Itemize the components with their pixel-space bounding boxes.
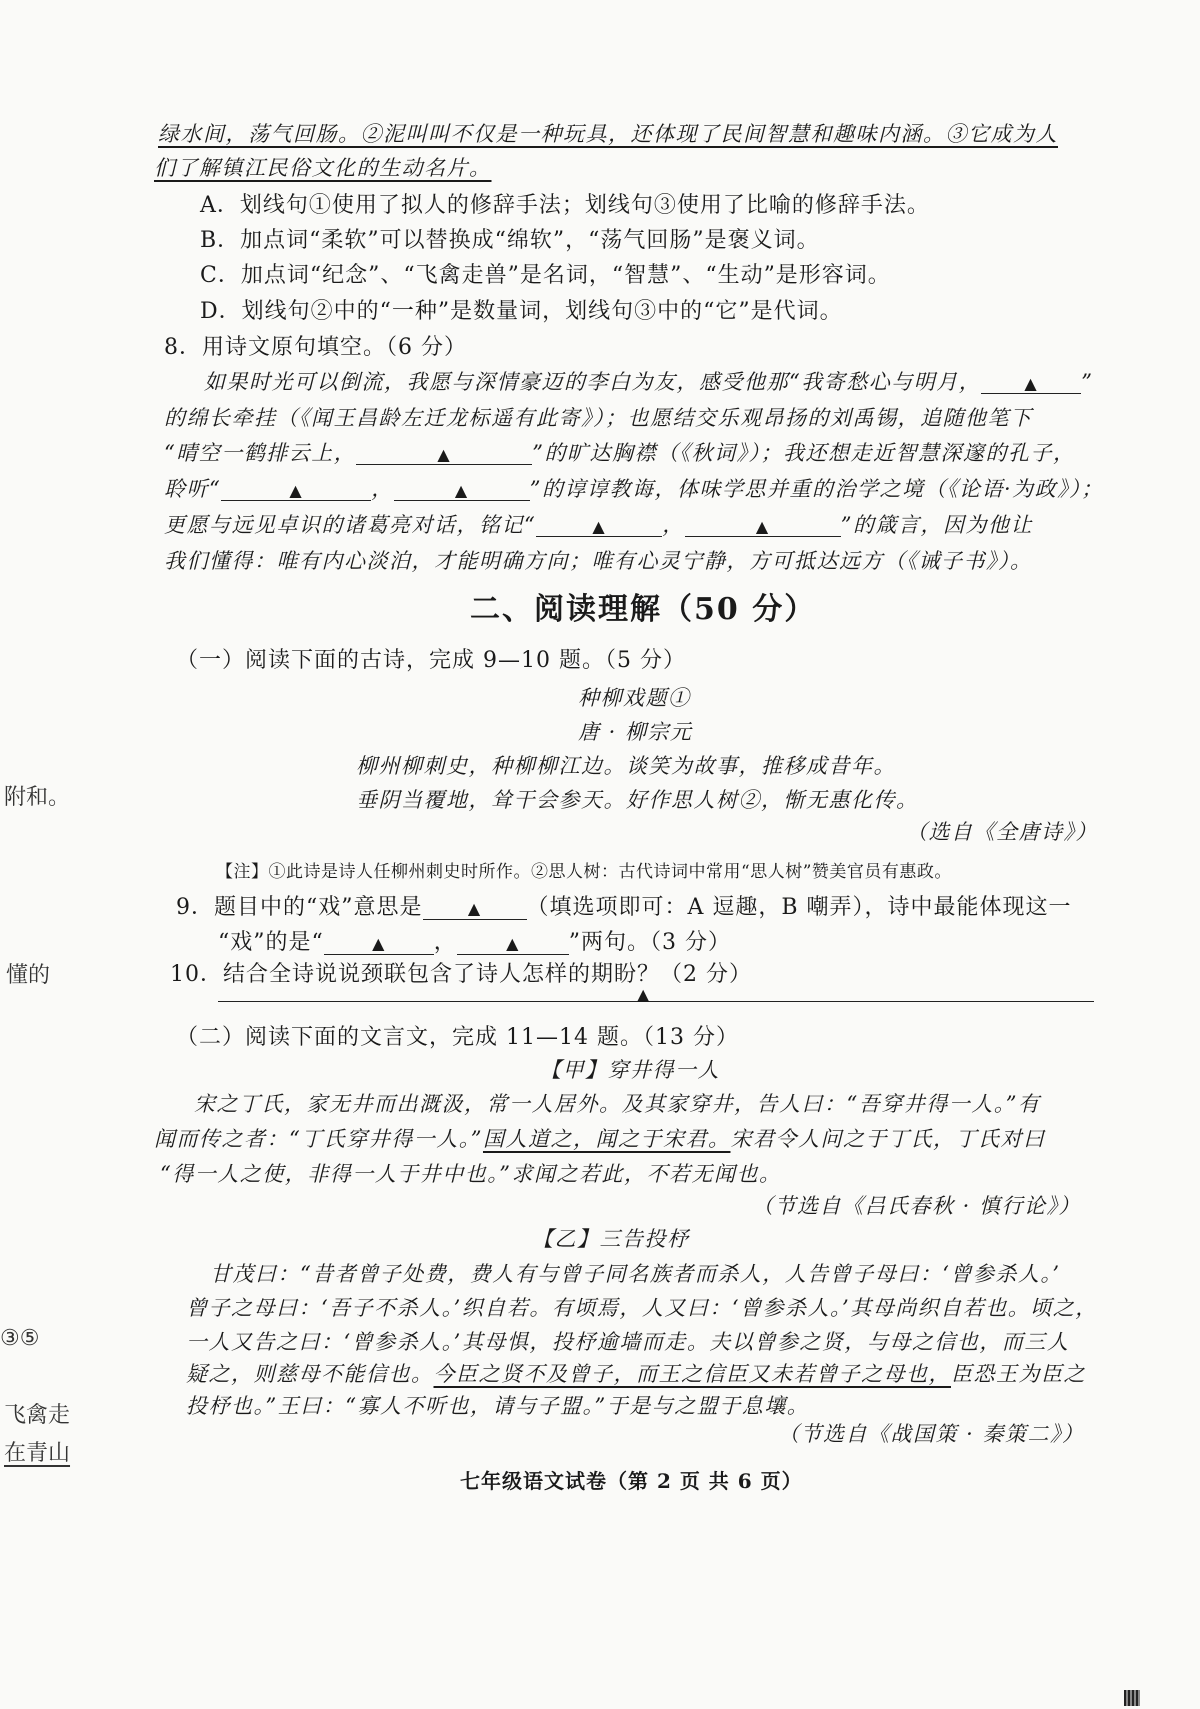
passage-jia-line-1: 宋之丁氏，家无井而出溉汲，常一人居外。及其家穿井，告人曰：“吾穿井得一人。”有 (194, 1092, 1041, 1116)
answer-marker: ▲ (437, 445, 452, 464)
q7-line-2: 们了解镇江民俗文化的生动名片。 (154, 156, 492, 180)
poem-line-1: 柳州柳刺史，种柳柳江边。谈笑为故事，推移成昔年。 (356, 754, 896, 778)
poem-note: 【注】①此诗是诗人任柳州刺史时所作。②思人树：古代诗词中常用“思人树”赞美官员有惠政。 (216, 862, 952, 882)
poem-line-2: 垂阴当覆地，耸干会参天。好作思人树②，惭无惠化传。 (356, 788, 919, 812)
edge-fragment: 在青山 (4, 1441, 71, 1466)
answer-marker: ▲ (372, 934, 386, 953)
passage-yi-line-4: 疑之，则慈母不能信也。今臣之贤不及曾子，而王之信臣又未若曾子之母也，臣恐王为臣之 (186, 1362, 1086, 1386)
passage-yi-line-3: 一人又告之曰：‘曾参杀人。’其母惧，投杼逾墙而走。夫以曾参之贤，与母之信也，而三人 (186, 1330, 1070, 1354)
page-footer: 七年级语文试卷（第 2 页 共 6 页） (460, 1469, 803, 1493)
passage-yi-line-1: 甘茂曰：“昔者曾子处费，费人有与曾子同名族者而杀人，人告曾子母曰：‘曾参杀人。’ (210, 1262, 1061, 1286)
passage-yi-line-5: 投杼也。”王曰：“寡人不听也，请与子盟。”于是与之盟于息壤。 (186, 1394, 810, 1418)
q9-line-2: “戏”的是“ ▲ ， ▲ ”两句。（3 分） (218, 930, 732, 955)
q10-answer-line (218, 1001, 1094, 1002)
poem-intro: （一）阅读下面的古诗，完成 9—10 题。（5 分） (176, 648, 686, 673)
q7-line-1: 绿水间，荡气回肠。②泥叫叫不仅是一种玩具，还体现了民间智慧和趣味内涵。③它成为人 (158, 122, 1058, 146)
q8-passage-line-2: 的绵长牵挂（《闻王昌龄左迁龙标遥有此寄》）；也愿结交乐观昂扬的刘禹锡，追随他笔下 (164, 406, 1033, 430)
prose-intro: （二）阅读下面的文言文，完成 11—14 题。（13 分） (176, 1025, 739, 1050)
answer-marker: ▲ (592, 517, 607, 536)
answer-marker: ▲ (1024, 374, 1039, 393)
q7-option-d: D．划线句②中的“一种”是数量词，划线句③中的“它”是代词。 (200, 299, 843, 324)
answer-marker: ▲ (637, 985, 650, 1004)
poem-source: （选自《全唐诗》） (906, 820, 1098, 844)
q8-heading: 8．用诗文原句填空。（6 分） (164, 335, 467, 360)
q8-passage-line-6: 我们懂得：唯有内心淡泊，才能明确方向；唯有心灵宁静，方可抵达远方（《诫子书》）。 (164, 549, 1033, 573)
q7-option-c: C．加点词“纪念”、“飞禽走兽”是名词，“智慧”、“生动”是形容词。 (200, 263, 891, 288)
section-title: 二、阅读理解（50 分） (470, 592, 817, 627)
answer-marker: ▲ (755, 517, 770, 536)
qr-code-icon (1124, 1690, 1140, 1706)
underlined-sentence: 国人道之，闻之于宋君。 (482, 1127, 731, 1151)
q7-option-a: A．划线句①使用了拟人的修辞手法；划线句③使用了比喻的修辞手法。 (200, 193, 930, 218)
passage-jia-line-3: “得一人之使，非得一人于井中也。”求闻之若此，不若无闻也。 (160, 1162, 782, 1186)
poem-title: 种柳戏题① (578, 686, 691, 710)
q8-passage-line-5: 更愿与远见卓识的诸葛亮对话，铭记“ ▲ ， ▲ ”的箴言，因为他让 (164, 513, 1033, 537)
q8-passage-line-3: “晴空一鹤排云上， ▲ ”的旷达胸襟（《秋词》）；我还想走近智慧深邃的孔子， (164, 441, 1076, 465)
edge-fragment: 附和。 (4, 785, 71, 810)
passage-jia-title: 【甲】穿井得一人 (540, 1058, 720, 1082)
q8-passage-line-1: 如果时光可以倒流，我愿与深情豪迈的李白为友，感受他那“我寄愁心与明月， ▲ ” (204, 370, 1094, 394)
q10-question: 10．结合全诗说说颈联包含了诗人怎样的期盼？（2 分） (170, 962, 752, 987)
passage-jia-line-2: 闻而传之者：“丁氏穿井得一人。”国人道之，闻之于宋君。宋君令人问之于丁氏，丁氏对曰 (154, 1127, 1046, 1151)
answer-marker: ▲ (454, 481, 469, 500)
answer-marker: ▲ (289, 481, 304, 500)
answer-marker: ▲ (467, 899, 482, 918)
passage-jia-source: （节选自《吕氏春秋 · 慎行论》） (752, 1194, 1082, 1218)
passage-yi-source: （节选自《战国策 · 秦策二》） (778, 1422, 1085, 1446)
q9-line-1: 9．题目中的“戏”意思是 ▲ （填选项即可：A 逗趣，B 嘲弄），诗中最能体现这一 (176, 895, 1072, 920)
underlined-sentence: 今臣之贤不及曾子，而王之信臣又未若曾子之母也， (433, 1362, 951, 1386)
edge-fragment: 懂的 (6, 963, 51, 988)
passage-yi-title: 【乙】三告投杼 (532, 1227, 690, 1251)
q8-passage-line-4: 聆听“ ▲ ， ▲ ”的谆谆教诲，体味学思并重的治学之境（《论语·为政》）； (164, 477, 1104, 501)
edge-fragment: 飞禽走 (4, 1403, 71, 1428)
edge-fragment: ③⑤ (0, 1326, 40, 1351)
q7-option-b: B．加点词“柔软”可以替换成“绵软”，“荡气回肠”是褒义词。 (200, 228, 820, 253)
poem-author: 唐 · 柳宗元 (578, 720, 693, 744)
answer-marker: ▲ (506, 934, 520, 953)
passage-yi-line-2: 曾子之母曰：‘吾子不杀人。’织自若。有顷焉，人又曰：‘曾参杀人。’其母尚织自若也。顷之， (186, 1296, 1098, 1320)
